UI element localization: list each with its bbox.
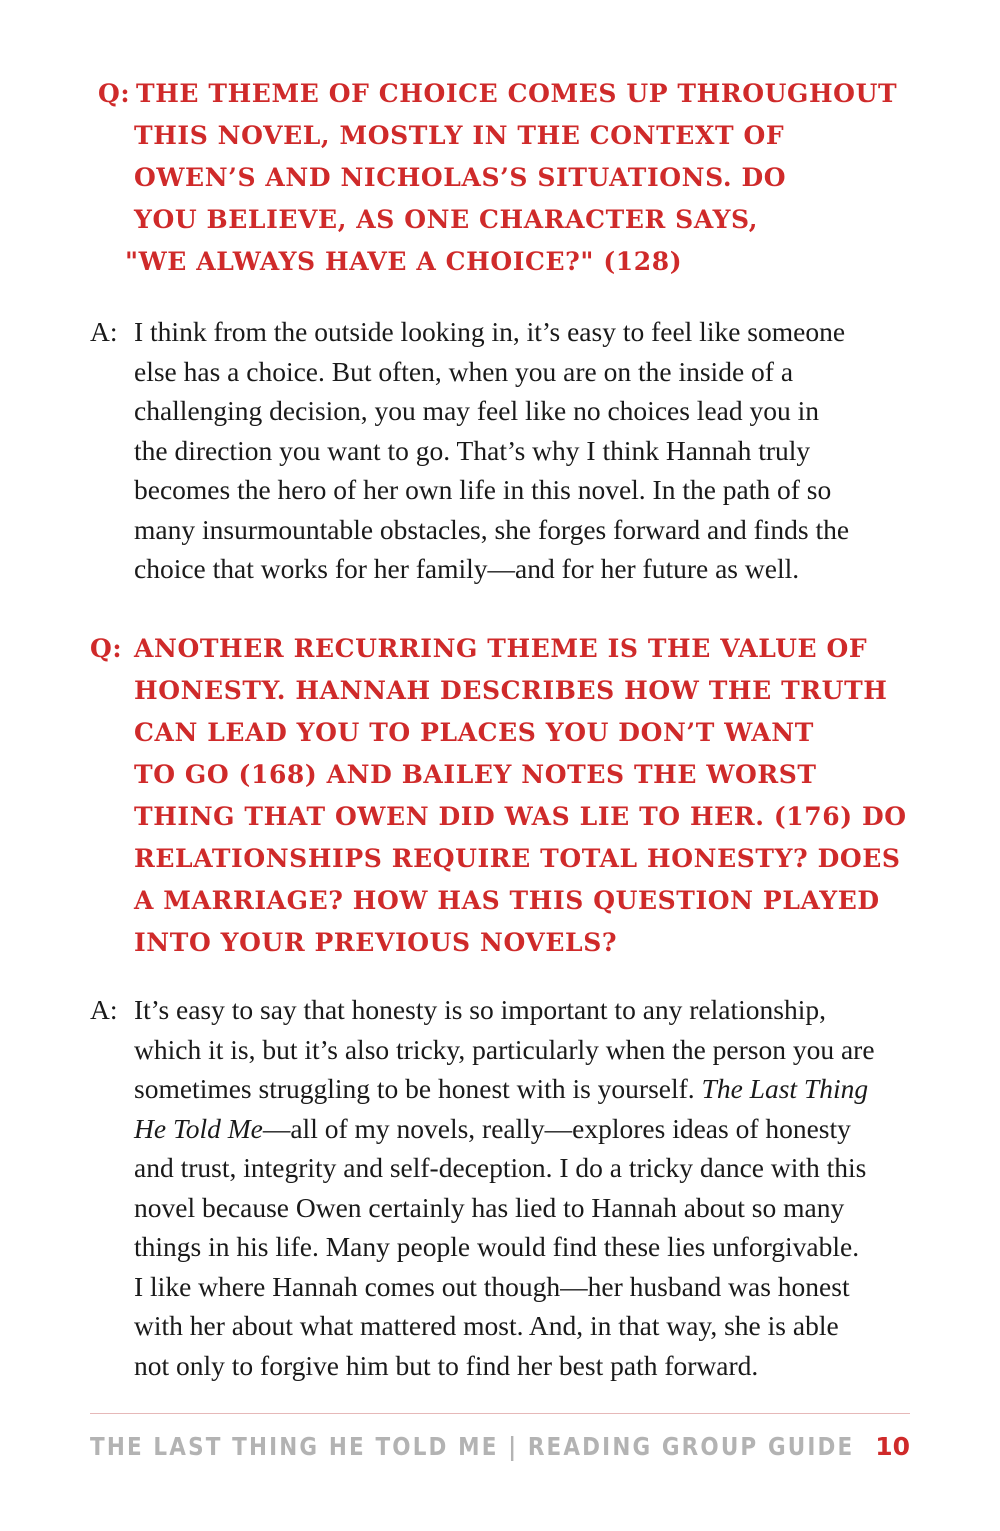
answer-text: I like where Hannah comes out though—her husband was honest (134, 1270, 850, 1302)
answer-1 (90, 312, 849, 589)
question-line (98, 73, 897, 115)
answer-text: It’s easy to say that honesty is so important to any relationship, (134, 994, 826, 1025)
answer-label: A: (90, 316, 118, 347)
answer-text: and trust, integrity and self-deception. I do a tricky dance with this (134, 1152, 867, 1183)
answer-line (90, 391, 849, 431)
answer-line (90, 1030, 875, 1070)
answer-label: A: (90, 994, 118, 1025)
answer-text: not only to forgive him but to find her best path forward. (134, 1349, 759, 1381)
answer-text: novel because Owen certainly has lied to Hannah about so many (134, 1191, 845, 1223)
book-title-text: The Last Thing (701, 1073, 869, 1104)
question-text: RELATIONSHIPS REQUIRE TOTAL HONESTY? DOES (134, 844, 901, 873)
answer-line (90, 1267, 875, 1307)
answer-text: challenging decision, you may feel like no choices lead you in (134, 395, 820, 426)
answer-line (90, 470, 849, 510)
answer-line (90, 1306, 875, 1346)
answer-line (90, 431, 849, 471)
answer-line (90, 1109, 875, 1149)
question-line (98, 241, 897, 283)
answer-line (90, 1346, 875, 1386)
question-text: YOU BELIEVE, AS ONE CHARACTER SAYS, (134, 205, 759, 234)
answer-line (90, 510, 849, 550)
footer-divider (90, 1413, 910, 1414)
question-text: CAN LEAD YOU TO PLACES YOU DON’T WANT (134, 718, 814, 747)
question-text: THING THAT OWEN DID WAS LIE TO HER. (176) DO (134, 802, 907, 831)
question-line (90, 712, 907, 754)
question-line (90, 670, 907, 712)
answer-line (90, 312, 849, 352)
question-line (90, 838, 907, 880)
question-1 (98, 73, 897, 283)
answer-line (90, 990, 875, 1030)
question-text: ANOTHER RECURRING THEME IS THE VALUE OF (134, 634, 868, 663)
question-label: Q: (98, 79, 131, 108)
answer-text: many insurmountable obstacles, she forges forward and finds the (134, 513, 850, 545)
question-text: THIS NOVEL, MOSTLY IN THE CONTEXT OF (134, 121, 785, 150)
answer-line (90, 549, 849, 589)
footer-title: THE LAST THING HE TOLD ME | READING GROUP GUIDE (90, 1432, 855, 1461)
question-text: TO GO (168) AND BAILEY NOTES THE WORST (134, 760, 817, 789)
answer-text: choice that works for her family—and for her future as well. (134, 553, 800, 584)
answer-text: becomes the hero of her own life in this novel. In the path of so (134, 474, 832, 505)
question-line (98, 199, 897, 241)
question-text: "WE ALWAYS HAVE A CHOICE?" (128) (125, 247, 683, 276)
question-text: OWEN’S AND NICHOLAS’S SITUATIONS. DO (134, 163, 787, 192)
answer-line (90, 1148, 875, 1188)
question-line (90, 628, 907, 670)
answer-line (90, 352, 849, 392)
answer-2 (90, 990, 875, 1385)
page-number: 10 (875, 1432, 910, 1461)
question-line (90, 880, 907, 922)
question-text: INTO YOUR PREVIOUS NOVELS? (134, 928, 618, 957)
answer-text: sometimes struggling to be honest with is yourself. (134, 1073, 702, 1104)
answer-text: I think from the outside looking in, it’s easy to feel like someone (134, 316, 846, 347)
question-label: Q: (90, 634, 123, 663)
answer-text: —all of my novels, really—explores ideas of honesty (262, 1112, 851, 1144)
answer-text: the direction you want to go. That’s why I think Hannah truly (134, 434, 811, 466)
book-title-text: He Told Me (134, 1112, 263, 1144)
question-text: THE THEME OF CHOICE COMES UP THROUGHOUT (136, 79, 898, 108)
answer-text: things in his life. Many people would find these lies unforgivable. (134, 1231, 860, 1262)
question-line (98, 115, 897, 157)
question-line (90, 922, 907, 964)
answer-text: with her about what mattered most. And, in that way, she is able (134, 1310, 839, 1341)
answer-text: else has a choice. But often, when you are on the inside of a (134, 355, 794, 387)
answer-line (90, 1069, 875, 1109)
question-line (90, 796, 907, 838)
answer-line (90, 1227, 875, 1267)
question-2 (90, 628, 907, 964)
question-line (98, 157, 897, 199)
answer-text: which it is, but it’s also tricky, particularly when the person you are (134, 1033, 875, 1065)
question-text: HONESTY. HANNAH DESCRIBES HOW THE TRUTH (134, 676, 888, 705)
answer-line (90, 1188, 875, 1228)
question-line (90, 754, 907, 796)
question-text: A MARRIAGE? HOW HAS THIS QUESTION PLAYED (134, 886, 880, 915)
